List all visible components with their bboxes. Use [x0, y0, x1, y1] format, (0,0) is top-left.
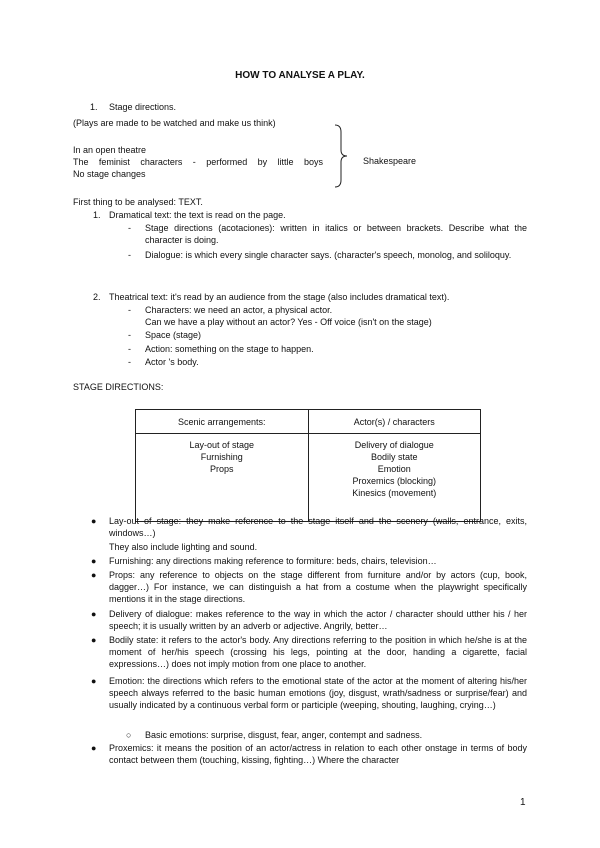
list-item-continuation: They also include lighting and sound.	[109, 542, 258, 552]
theatrical-number: 2.	[93, 292, 101, 302]
section1-heading: Stage directions.	[109, 102, 177, 112]
stage-directions-label: STAGE DIRECTIONS:	[73, 382, 164, 392]
bullet-icon: ●	[91, 676, 97, 686]
theatrical-item: Action: something on the stage to happen.	[145, 344, 314, 354]
right-brace-icon	[334, 124, 348, 188]
table-cell-actors	[308, 434, 481, 522]
table-cell-line: Furnishing	[200, 452, 243, 462]
dash-icon: -	[128, 250, 131, 260]
list-item: Bodily state: it refers to the actor's body. Any directions referring to the position in which he/she is at the moment of her/his speech (crossing his legs, pointing at the door, handing a cigarette, facial expressions…) does not imply motion from one place to another.	[109, 635, 527, 669]
bullet-icon: ●	[91, 556, 97, 566]
stage-directions-table	[135, 409, 481, 522]
dash-icon: -	[128, 330, 131, 340]
list-item: Delivery of dialogue: makes reference to the way in which the actor / character should utther his / her speech; it is usually written by an adverb or adjective. Angrily, better…	[109, 609, 527, 631]
section1-line: In an open theatre	[73, 145, 147, 155]
list-item: Furnishing: any directions making reference to formiture: beds, chairs, television…	[109, 556, 437, 566]
theatrical-item: Actor 's body.	[145, 357, 199, 367]
page-number: 1	[520, 797, 526, 808]
theatrical-item: Characters: we need an actor, a physical actor.	[145, 305, 333, 315]
bullet-icon: ●	[91, 516, 97, 526]
table-cell-line: Proxemics (blocking)	[352, 476, 437, 486]
list-item: Lay-out of stage: they make reference to the stage itself and the scenery (walls, entrance, exits, windows…)	[109, 516, 527, 538]
dramatical-item: Dialogue: is which every single character says. (character's speech, monolog, and soliloquy.	[145, 250, 512, 260]
brace-label: Shakespeare	[363, 156, 417, 166]
dash-icon: -	[128, 357, 131, 367]
section1-line: No stage changes	[73, 169, 146, 179]
table-cell-line: Delivery of dialogue	[354, 440, 434, 450]
table-header: Scenic arrangements:	[136, 410, 309, 434]
theatrical-item: Can we have a play without an actor? Yes - Off voice (isn't on the stage)	[145, 317, 432, 327]
section1-line: The feminist characters - performed by little boys	[73, 157, 323, 167]
section1-number: 1.	[90, 102, 98, 112]
table-cell-scenic	[136, 434, 309, 522]
first-thing-text: First thing to be analysed: TEXT.	[73, 197, 203, 207]
dramatical-text: Dramatical text: the text is read on the page.	[109, 210, 286, 220]
section1-intro: (Plays are made to be watched and make us think)	[73, 118, 276, 128]
list-item: Props: any reference to objects on the stage different from furniture and/or by actors (cup, book, dagger…) For instance, we can distinguish a hat from a costume when the playwright specifically mentions it in the stage directions.	[109, 570, 527, 604]
bullet-icon: ●	[91, 743, 97, 753]
table-cell-line: Lay-out of stage	[189, 440, 255, 450]
dash-icon: -	[128, 223, 131, 233]
document-title: HOW TO ANALYSE A PLAY.	[235, 70, 365, 81]
bullet-icon: ●	[91, 635, 97, 645]
table-cell-line: Kinesics (movement)	[352, 488, 437, 498]
table-header: Actor(s) / characters	[308, 410, 481, 434]
circle-bullet-icon: ○	[126, 730, 132, 740]
list-subitem: Basic emotions: surprise, disgust, fear, anger, contempt and sadness.	[145, 730, 423, 740]
dash-icon: -	[128, 305, 131, 315]
list-item: Proxemics: it means the position of an actor/actress in relation to each other onstage in terms of body contact between them (touching, kissing, fighting…) Where the character	[109, 743, 527, 765]
table-cell-line: Emotion	[377, 464, 411, 474]
theatrical-item: Space (stage)	[145, 330, 202, 340]
theatrical-text: Theatrical text: it's read by an audience from the stage (also includes dramatical text).	[109, 292, 450, 302]
bullet-icon: ●	[91, 609, 97, 619]
table-cell-line: Props	[209, 464, 234, 474]
list-item: Emotion: the directions which refers to the emotional state of the actor at the moment of altering his/her speech always referred to the basic human emotions (joy, disgust, wrath/sadness or surprise/fear) and usually indicated by a continuous verbal form or participle (weeping, shouting, laughing, crying…)	[109, 676, 527, 710]
dash-icon: -	[128, 344, 131, 354]
dramatical-number: 1.	[93, 210, 101, 220]
bullet-icon: ●	[91, 570, 97, 580]
dramatical-item: Stage directions (acotaciones): written in italics or between brackets. Describe what the character is doing.	[145, 223, 527, 245]
table-cell-line: Bodily state	[370, 452, 418, 462]
